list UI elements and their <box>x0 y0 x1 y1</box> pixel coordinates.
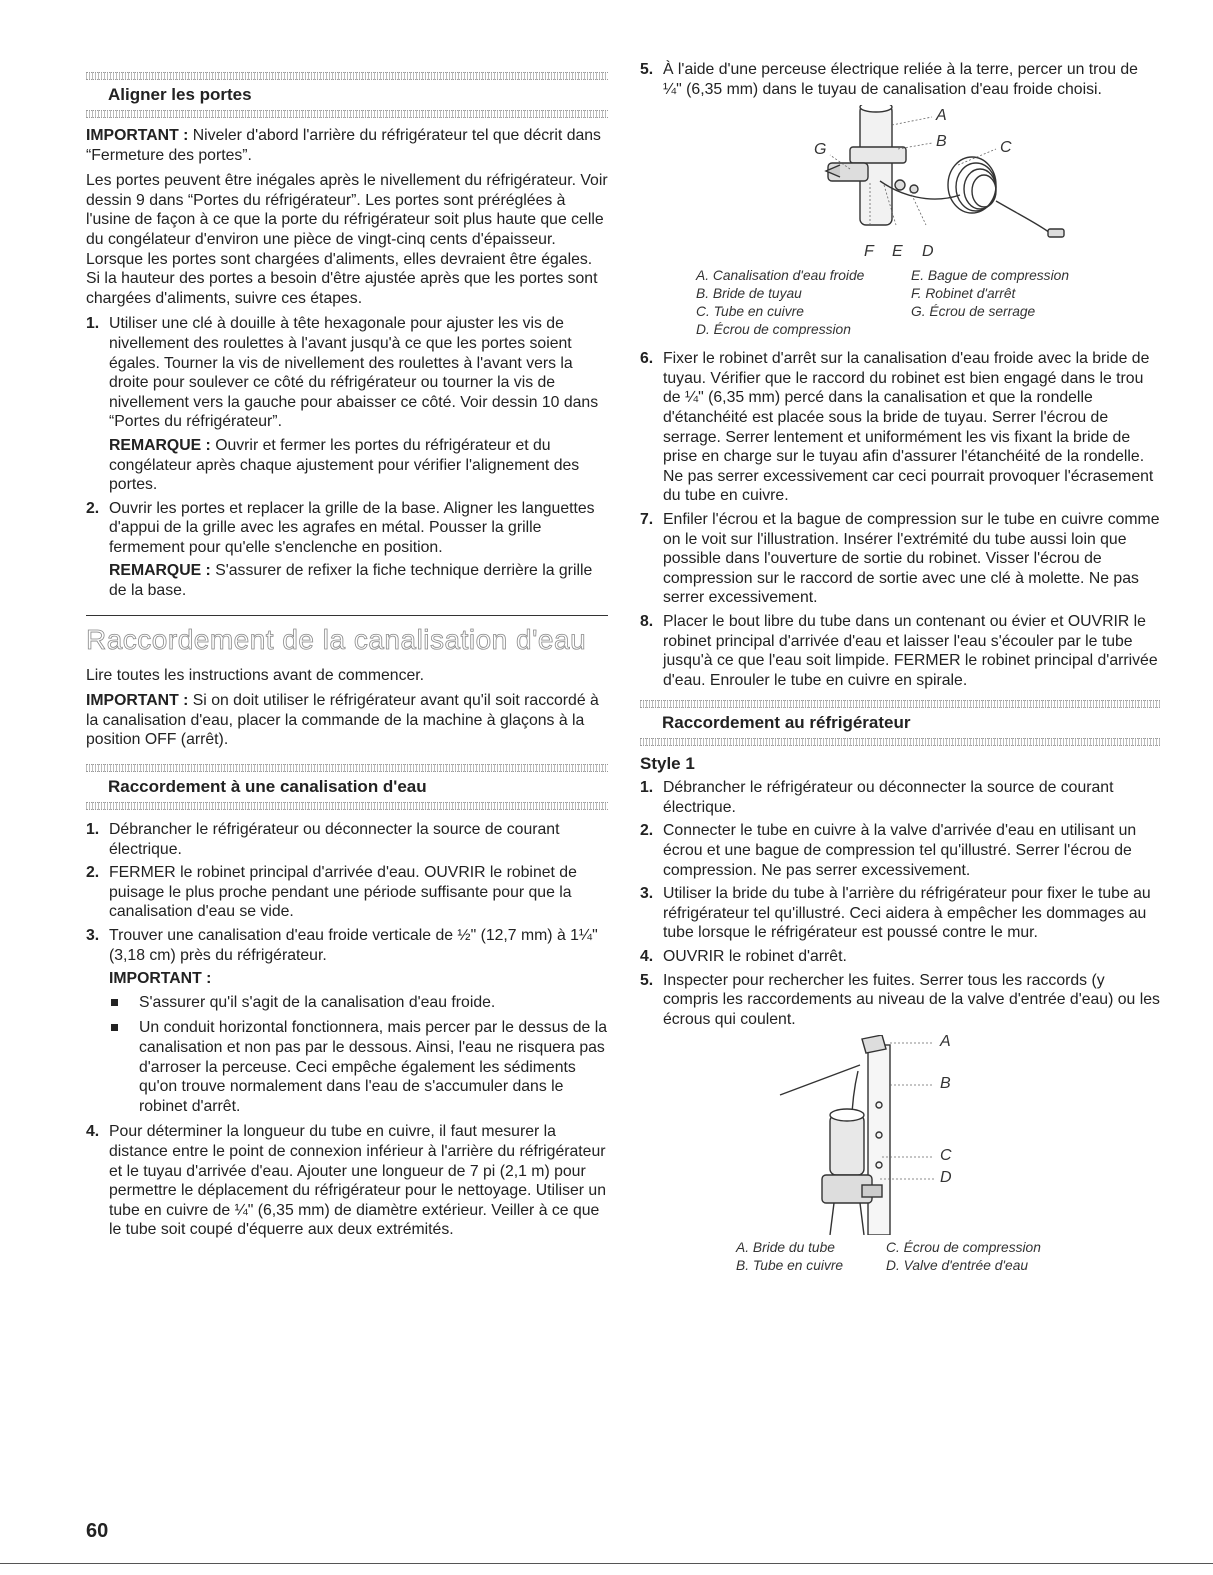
inlet-valve-figure <box>750 1035 1050 1235</box>
list-item: 2. Ouvrir les portes et replacer la grille de la base. Aligner les languettes d'appui de la grille avec les agrafes en métal. Pousser la grille fermement pour qu'elle s'enclenche en position. REMARQUE : S'assurer de refixer la fiche technique derrière la grille de la base. <box>86 499 608 601</box>
list-item: 2. Connecter le tube en cuivre à la valve d'arrivée d'eau en utilisant un écrou et une bague de compression tel qu'illustré. Serrer l'écrou de compression. Ne pas serrer excessivement. <box>640 822 1137 879</box>
step-note: REMARQUE : S'assurer de refixer la fiche technique derrière la grille de la base. <box>109 562 593 600</box>
label-a: A <box>936 107 947 125</box>
bullet-list <box>109 993 608 1117</box>
inlet-valve-caption: A. Bride du tube C. Écrou de compression B. Tube en cuivre D. Valve d'entrée d'eau <box>736 1240 1041 1274</box>
fridge-subheading-block <box>640 700 1160 746</box>
water-steps <box>86 820 608 1240</box>
important-keyword: IMPORTANT : <box>86 127 189 144</box>
list-item: S'assurer qu'il s'agit de la canalisation d'eau froide. <box>109 993 608 1013</box>
align-steps <box>86 314 608 600</box>
list-item: 1. Utiliser une clé à douille à tête hexagonale pour ajuster les vis de nivellement des roulettes à l'avant jusqu'à ce que les portes soient égales. Tourner la vis de nivellement des roulettes à l'avant vers la droite pour soulever ce côté du réfrigérateur ou tourner la vis de nivellement vers la gauche pour abaisser ce côté. Voir dessin 10 dans “Portes du réfrigérateur”. REMARQUE : Ouvrir et fermer les portes du réfrigérateur et du congélateur après chaque ajustement pour vérifier l'alignement des portes. <box>86 314 608 494</box>
hatch-rule <box>86 110 608 118</box>
label-g: G <box>814 141 827 159</box>
bottom-rule <box>0 1563 1213 1564</box>
label-b: B <box>940 1075 951 1093</box>
style-label: Style 1 <box>640 754 695 774</box>
list-item: 8. Placer le bout libre du tube dans un contenant ou évier et OUVRIR le robinet principal d'arrivée d'eau et laisser l'eau s'écouler par le tube jusqu'à ce que l'eau soit limpide. FERMER le robinet principal d'arrivée d'eau. Enrouler le tube en cuivre en spirale. <box>640 612 1158 689</box>
hatch-rule <box>86 802 608 810</box>
list-item: 3. Utiliser la bride du tube à l'arrière du réfrigérateur pour fixer le tube au réfrigérateur tel qu'illustré. Ceci aidera à empêcher les dommages au tube lorsque le réfrigérateur est poussé contre le mur. <box>640 885 1151 942</box>
label-b: B <box>936 133 947 151</box>
list-item: 1. Débrancher le réfrigérateur ou déconnecter la source de courant électrique. <box>86 821 560 858</box>
label-c: C <box>1000 139 1012 157</box>
steps-continued <box>640 60 1160 99</box>
hatch-rule <box>86 764 608 772</box>
align-important: IMPORTANT : Niveler d'abord l'arrière du réfrigérateur tel que décrit dans “Fermeture des portes”. <box>86 127 601 164</box>
label-a: A <box>940 1033 951 1051</box>
label-f: F <box>864 243 874 261</box>
label-e: E <box>892 243 903 261</box>
page-number: 60 <box>86 1520 109 1542</box>
water-subheading: Raccordement à une canalisation d'eau <box>108 777 427 797</box>
list-item: Un conduit horizontal fonctionnera, mais percer par le dessus de la canalisation et non pas par le dessous. Ainsi, l'eau ne risquera pas d'arroser la perceuse. Ceci empêche également les sédiments qu'on trouve normalement dans l'eau de s'accumuler dans le robinet d'arrêt. <box>109 1018 608 1116</box>
section-divider <box>86 615 608 616</box>
hatch-rule <box>640 700 1160 708</box>
left-column <box>86 60 608 1246</box>
align-intro: Les portes peuvent être inégales après le nivellement du réfrigérateur. Voir dessin 9 dans “Portes du réfrigérateur”. Les portes sont préréglées à l'usine de façon à ce que la porte du réfrigérateur soit plus haute que celle du congélateur d'environ une pièce de vingt-cinq cents d'épaisseur. Lorsque les portes sont chargées d'aliments, elles devraient être égales. Si la hauteur des portes a besoin d'être ajustée après que les portes sont chargées d'aliments, suivre ces étapes. <box>86 172 608 307</box>
list-item: 5. À l'aide d'une perceuse électrique reliée à la terre, percer un trou de ¼" (6,35 mm) dans le tuyau de canalisation d'eau froide choisi. <box>640 61 1138 98</box>
shutoff-valve-figure <box>700 105 1100 265</box>
label-d: D <box>922 243 934 261</box>
section-title: Raccordement de la canalisation d'eau <box>86 623 587 655</box>
water-important: IMPORTANT : Si on doit utiliser le réfrigérateur avant qu'il soit raccordé à la canalisation d'eau, placer la commande de la machine à glaçons à la position OFF (arrêt). <box>86 692 599 749</box>
list-item: 4. Pour déterminer la longueur du tube en cuivre, il faut mesurer la distance entre le point de connexion inférieur à l'arrière du réfrigérateur et le tuyau d'arrivée d'eau. Ajouter une longueur de 7 pi (2,1 m) pour permettre le déplacement du réfrigérateur pour le nettoyage. Utiliser un tube en cuivre de ¼" (6,35 mm) de diamètre extérieur. Veiller à ce que le tube soit coupé d'équerre aux deux extrémités. <box>86 1123 606 1239</box>
water-intro: Lire toutes les instructions avant de commencer. <box>86 666 425 684</box>
water-subheading-block <box>86 764 608 810</box>
list-item: 2. FERMER le robinet principal d'arrivée d'eau. OUVRIR le robinet de puisage le plus proche pendant une période suffisante pour que la canalisation d'eau se vide. <box>86 864 577 921</box>
step-note: REMARQUE : Ouvrir et fermer les portes du réfrigérateur et du congélateur après chaque ajustement pour vérifier l'alignement des portes. <box>109 436 580 494</box>
list-item: 3. Trouver une canalisation d'eau froide verticale de ½" (12,7 mm) à 1¼" (3,18 cm) près du réfrigérateur. IMPORTANT : S'assurer qu'il s'agit de la canalisation d'eau froide. Un conduit horizontal fonctionnera, mais percer par le dessus de la canalisation et non pas par le dessous. Ainsi, l'eau ne risquera pas d'arroser la perceuse. Ceci empêche également les sédiments qu'on trouve normalement dans l'eau de s'accumuler dans le robinet d'arrêt. <box>86 927 608 1115</box>
shutoff-valve-illustration <box>700 105 1100 265</box>
list-item: 6. Fixer le robinet d'arrêt sur la canalisation d'eau froide avec la bride de tuyau. Vérifier que le raccord du robinet est bien engagé dans le trou de ¼" (6,35 mm) percé dans la canalisation et que la rondelle d'étanchéité est placée sous la bride de tuyau. Serrer l'écrou de serrage. Serrer lentement et uniformément les vis fixant la bride de prise en charge sur le tuyau afin d'assurer l'étanchéité de la rondelle. Ne pas serrer excessivement car ceci pourrait provoquer l'écrasement du tube en cuivre. <box>640 350 1154 505</box>
align-heading: Aligner les portes <box>108 85 252 104</box>
label-d: D <box>940 1169 952 1187</box>
fridge-steps <box>640 778 1160 1029</box>
align-heading-block <box>86 72 608 118</box>
fridge-subheading: Raccordement au réfrigérateur <box>662 713 911 733</box>
steps-six-to-eight <box>640 349 1160 690</box>
list-item: 7. Enfiler l'écrou et la bague de compression sur le tube en cuivre comme on le voit sur l'illustration. Insérer l'extrémité du tube aussi loin que possible dans l'ouverture de sortie du robinet. Visser l'écrou de compression sur le raccord de sortie avec une clé à molette. Ne pas serrer excessivement. <box>640 510 1160 607</box>
step-important: IMPORTANT : <box>109 970 212 988</box>
hatch-rule <box>640 738 1160 746</box>
list-item: 4. OUVRIR le robinet d'arrêt. <box>640 948 847 966</box>
list-item: 5. Inspecter pour rechercher les fuites. Serrer tous les raccords (y compris les raccordements au niveau de la valve d'entrée d'eau) ou les écrous qui coulent. <box>640 971 1160 1028</box>
label-c: C <box>940 1147 952 1165</box>
right-column <box>640 60 1160 1275</box>
hatch-rule <box>86 72 608 80</box>
inlet-valve-illustration <box>750 1035 1050 1235</box>
shutoff-valve-caption: A. Canalisation d'eau froide E. Bague de compression B. Bride de tuyau F. Robinet d'arrêt C. Tube en cuivre G. Écrou de serrage D. Écrou de compression <box>696 268 1069 338</box>
list-item: 1. Débrancher le réfrigérateur ou déconnecter la source de courant électrique. <box>640 779 1114 816</box>
